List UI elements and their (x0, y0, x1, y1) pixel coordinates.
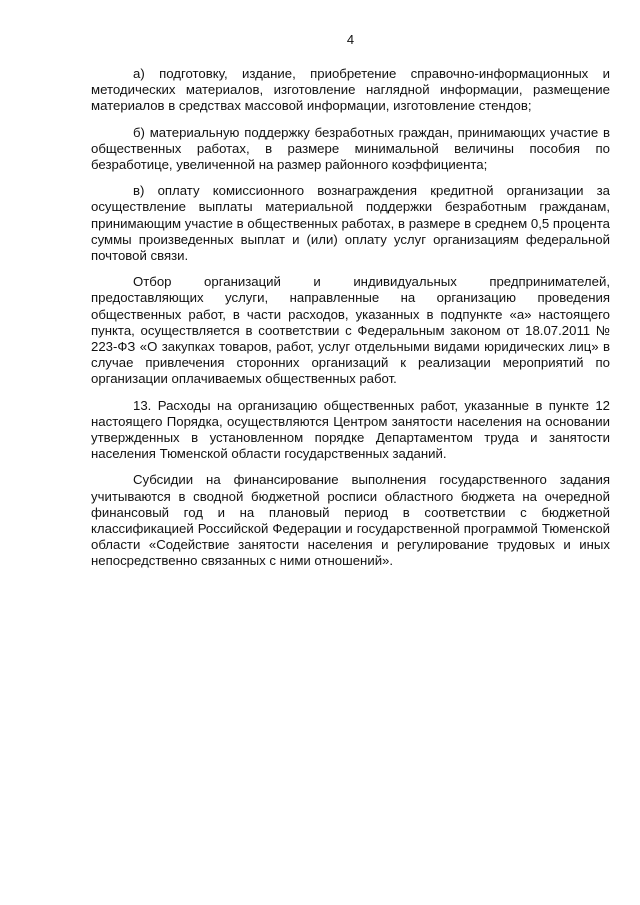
paragraph-item-a: а) подготовку, издание, приобретение справочно-информационных и методических материалов, изготовление наглядной информации, размещение материалов в средствах массовой информации, изготовление стендов; (91, 66, 610, 114)
page-number: 4 (346, 32, 355, 47)
paragraph-item-13: 13. Расходы на организацию общественных работ, указанные в пункте 12 настоящего Порядка, осуществляются Центром занятости населения на основании утвержденных в установленном порядке Департаментом труда и занятости населения Тюменской области государственных заданий. (91, 397, 610, 462)
paragraph-subsidies: Субсидии на финансирование выполнения государственного задания учитываются в сводной бюджетной росписи областного бюджета на очередной финансовый год и на плановый период в соответствии с бюджетной классификацией Российской Федерации и государственной программой Тюменской области «Содействие занятости населения и регулирование трудовых и иных непосредственно связанных с ними отношений». (91, 472, 610, 569)
paragraph-item-b: б) материальную поддержку безработных граждан, принимающих участие в общественных работах, в размере минимальной величины пособия по безработице, увеличенной на размер районного коэффициента; (91, 124, 610, 173)
paragraph-selection-procedure: Отбор организаций и индивидуальных предпринимателей, предоставляющих услуги, направленные на организацию проведения общественных работ, в части расходов, указанных в подпункте «а» настоящего пункта, осуществляется в соответствии с Федеральным законом от 18.07.2011 № 223-ФЗ «О закупках товаров, работ, услуг отдельными видами юридических лиц» в случае привлечения сторонних организаций к реализации мероприятий по организации оплачиваемых общественных работ. (91, 274, 610, 387)
paragraph-item-c: в) оплату комиссионного вознаграждения кредитной организации за осуществление выплаты материальной поддержки безработным гражданам, принимающим участие в общественных работах, в размере в среднем 0,5 процента суммы произведенных выплат и (или) оплату услуг организациям федеральной почтовой связи. (91, 183, 610, 264)
